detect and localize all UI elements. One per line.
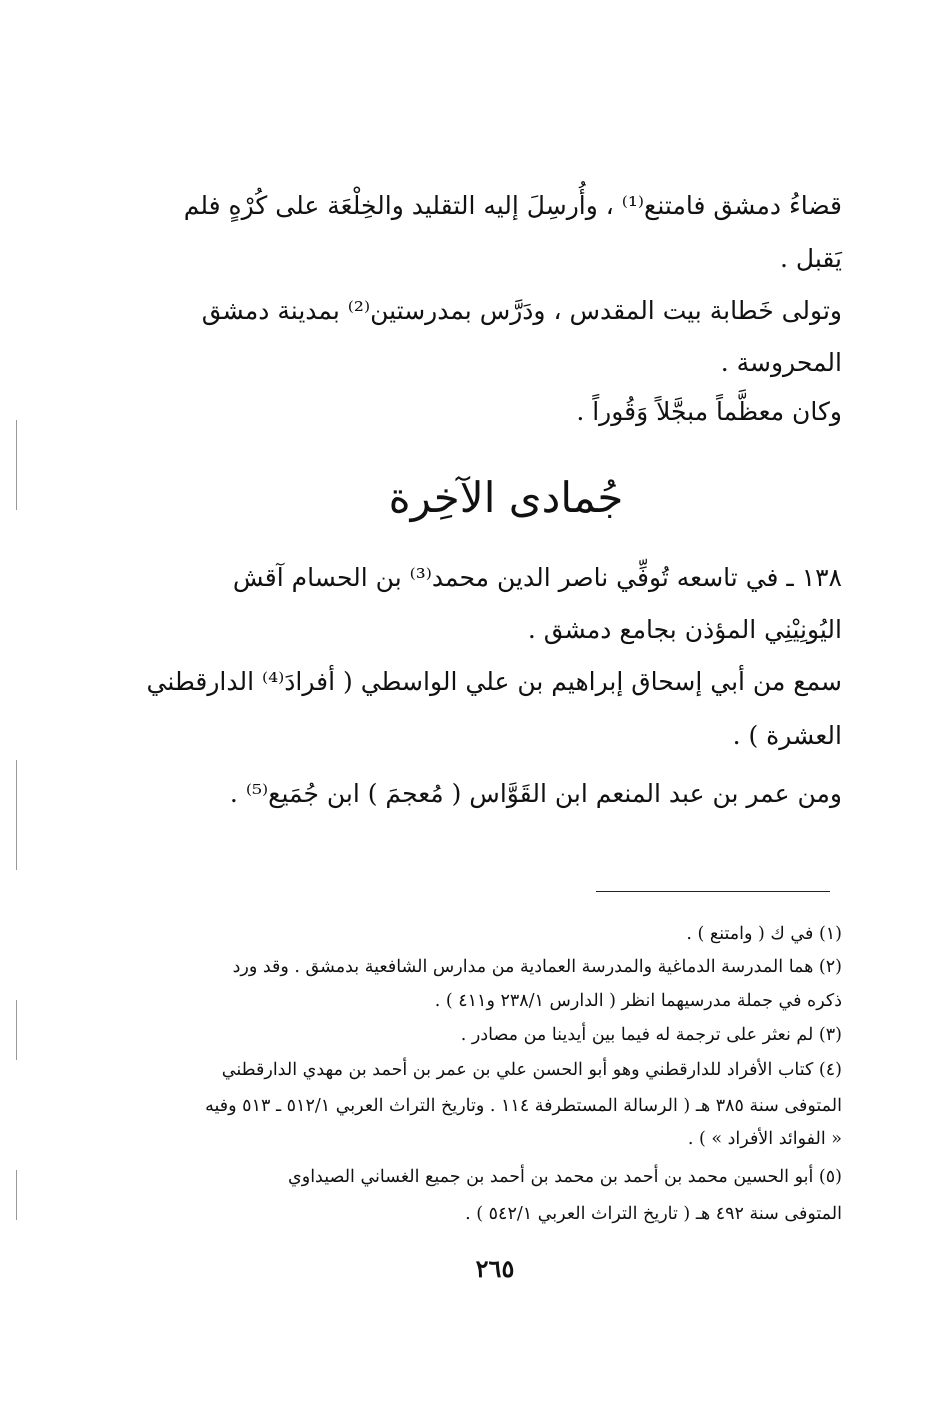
- footnote-separator: [596, 891, 830, 892]
- body-line-2: يَقبل .: [780, 244, 842, 273]
- footnote-line-9: المتوفى سنة ٤٩٢ هـ ( تاريخ التراث العربي ٥٤٢/١ ) .: [465, 1204, 842, 1224]
- entry-line-2: اليُونِيْنِي المؤذن بجامع دمشق .: [527, 615, 842, 644]
- scan-edge-line: [16, 1000, 17, 1060]
- page-number: ٢٦٥: [475, 1254, 515, 1283]
- footnote-line-7: « الفوائد الأفراد » ) .: [687, 1129, 842, 1149]
- scan-edge-line: [16, 420, 17, 510]
- footnote-line-4: (٣) لم نعثر على ترجمة له فيما بين أيدينا من مصادر .: [460, 1025, 842, 1045]
- body-line-5: وكان معظَّماً مبجَّلاً وَقُوراً .: [576, 397, 842, 426]
- entry-line-3: سمع من أبي إسحاق إبراهيم بن علي الواسطي ( أفرادَ⁽⁴⁾ الدارقطني: [146, 667, 842, 696]
- scan-edge-line: [16, 760, 17, 870]
- footnote-line-6: المتوفى سنة ٣٨٥ هـ ( الرسالة المستطرفة ١١٤ . وتاريخ التراث العربي ٥١٢/١ ـ ٥١٣ وفيه: [205, 1096, 842, 1116]
- body-line-3: وتولى خَطابة بيت المقدس ، ودَرَّس بمدرستين⁽²⁾ بمدينة دمشق: [201, 296, 842, 325]
- footnote-line-5: (٤) كتاب الأفراد للدارقطني وهو أبو الحسن علي بن عمر بن أحمد بن مهدي الدارقطني: [221, 1060, 842, 1080]
- entry-line-5: ومن عمر بن عبد المنعم ابن القَوَّاس ( مُعجمَ ) ابن جُمَيع⁽⁵⁾ .: [229, 779, 842, 808]
- entry-line-4: العشرة ) .: [732, 721, 842, 750]
- footnote-line-8: (٥) أبو الحسين محمد بن أحمد بن محمد بن أحمد بن جميع الغساني الصيداوي: [288, 1167, 842, 1187]
- footnote-line-2: (٢) هما المدرسة الدماغية والمدرسة العمادية من مدارس الشافعية بدمشق . وقد ورد: [232, 957, 842, 977]
- body-line-4: المحروسة .: [720, 348, 842, 377]
- section-heading: جُمادى الآخِرة: [388, 473, 624, 522]
- footnote-line-3: ذكره في جملة مدرسيهما انظر ( الدارس ٢٣٨/١ و٤١١ ) .: [434, 991, 842, 1011]
- footnote-line-1: (١) في ك ( وامتنع ) .: [686, 924, 842, 944]
- scan-edge-line: [16, 1170, 17, 1220]
- entry-line-1: ١٣٨ ـ في تاسعه تُوفِّي ناصر الدين محمد⁽³⁾ بن الحسام آقش: [232, 563, 842, 592]
- body-line-1: قضاءُ دمشق فامتنع⁽¹⁾ ، وأُرسِلَ إليه التقليد والخِلْعَة على كُرْهٍ فلم: [183, 191, 842, 220]
